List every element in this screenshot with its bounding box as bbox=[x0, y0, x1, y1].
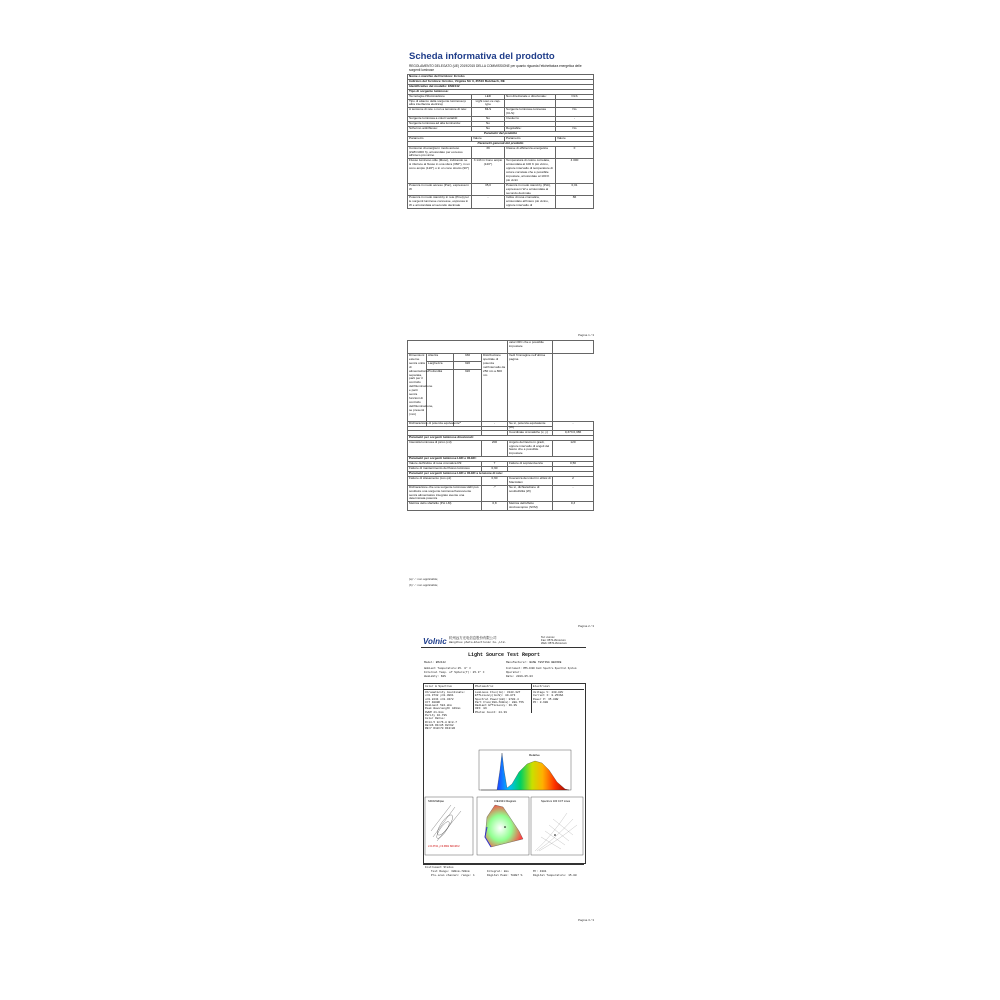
sdcm-ellipse-chart bbox=[425, 797, 473, 855]
footnote-b: (b) '-': non applicabile; bbox=[409, 583, 439, 587]
spectral-distribution-label: Distribuzione spettrale di potenza nell'intervallo da 250 nm a 800 nm bbox=[482, 354, 508, 427]
directional-header: Parametri per sorgenti luminose direzionali: bbox=[408, 435, 594, 440]
param-value: - bbox=[553, 485, 594, 502]
color-data-line: x=0.3732 y=0.3861 bbox=[425, 694, 454, 698]
photometric-data bbox=[475, 691, 524, 714]
param-value: 0,60 bbox=[482, 476, 508, 485]
model-identifier: Identificativo del modello: EM2442 bbox=[408, 84, 594, 89]
photometric-data-line: Efficiency(lm/W): 89.873 bbox=[475, 694, 516, 698]
param-value: No bbox=[472, 117, 505, 122]
param-value: 0,90 bbox=[482, 467, 508, 472]
brand-logo: Volnic bbox=[423, 637, 447, 646]
dim-value: 330 bbox=[454, 354, 482, 362]
param-value: - bbox=[482, 422, 508, 431]
param-value: No bbox=[556, 108, 594, 117]
contact-web: Web: 0571-8xxxxxxx bbox=[541, 641, 567, 645]
param-value: 0,8 bbox=[482, 502, 508, 511]
led-header: Parametri per sorgenti luminose LED e OLED: bbox=[408, 457, 594, 462]
dim-value: 320 bbox=[454, 362, 482, 370]
param-value: OLS bbox=[556, 94, 594, 99]
param-name: Schermo antiriflesso: bbox=[408, 126, 472, 131]
param-value: - bbox=[556, 117, 594, 122]
product-info-table-2 bbox=[407, 340, 594, 427]
cri-continued: valori IRC che è possibile impostare bbox=[508, 341, 553, 354]
table-row bbox=[408, 485, 594, 502]
report-title: Light Source Test Report bbox=[468, 652, 541, 658]
table-row bbox=[408, 440, 594, 457]
source-type-header: Tipo di sorgente luminosa: bbox=[408, 89, 594, 94]
color-data-line: Peak Wavelength 449nm bbox=[425, 707, 461, 711]
photometric-data-line: Part Flux(380~780nm): 888.75% bbox=[475, 700, 524, 704]
page-title: Scheda informativa del prodotto bbox=[409, 51, 555, 62]
param-name: Potenza in modo stand-by in rete (Pnet) per le sorgenti luminose connesse, espressa in W e arrotondata al secondo decimale bbox=[408, 196, 472, 209]
param-name: Sorgente luminosa ad alta luminanza: bbox=[408, 122, 472, 127]
footer-range: Test Range: 380nm-780nm bbox=[431, 870, 470, 873]
electrical-data-line: Current I: 0.2536A bbox=[533, 694, 564, 698]
spectrum-chart bbox=[479, 750, 571, 794]
param-value: MLS bbox=[472, 108, 505, 117]
column-divider bbox=[531, 683, 532, 713]
supplier-name: Nome o marchio del fornitore: Ecrobo bbox=[408, 75, 594, 80]
col-header: Parametro bbox=[505, 136, 556, 141]
header-manufacturer: Manufacturer: BASE TESTING BEFORE bbox=[506, 661, 562, 664]
light-source-test-report bbox=[421, 634, 586, 882]
param-value: 4 000 bbox=[556, 159, 594, 183]
company-name-en: Hangzhou photo-Electronic Co.,Ltd. bbox=[449, 641, 507, 644]
param-value: 120 bbox=[553, 440, 594, 457]
param-name: Sorgente luminosa a colori variabili: bbox=[408, 117, 472, 122]
color-data-line: Ra=86 R1=85 R2=92 bbox=[425, 723, 454, 727]
param-name: Metrica dello sfarfallio (Pst LM) bbox=[408, 502, 482, 511]
table-row bbox=[408, 159, 594, 183]
header-operator: Operator: bbox=[506, 671, 522, 674]
param-name: Indice di resa cromatica, arrotondato all'intero più vicino, oppure intervallo di bbox=[505, 196, 556, 209]
param-name: A tensione di rete o non a tensione di rete: bbox=[408, 108, 472, 117]
param-value: 0,01 bbox=[556, 183, 594, 196]
footer-status: Instrument Status bbox=[425, 866, 454, 869]
electrical-data-line: Voltage V: 230.00V bbox=[533, 691, 564, 694]
regulation-text: REGOLAMENTO DELEGATO (UE) 2019/2015 DELLA COMMISSIONE per quanto riguarda l'etichettatura energetica delle sorgenti luminose bbox=[409, 64, 582, 73]
column-divider bbox=[473, 683, 474, 713]
chromaticity-point bbox=[504, 826, 506, 828]
sdcm-result: x=0.3732, y=0.3861 SDCM=2 bbox=[428, 845, 460, 848]
param-name: Sorgente luminosa connessa (CLS): bbox=[505, 108, 556, 117]
footer-divider bbox=[423, 864, 584, 865]
header-date: Date: 2019-05-03 bbox=[506, 675, 533, 678]
param-name: Regolabile: bbox=[505, 126, 556, 131]
param-value: 7 bbox=[482, 462, 508, 467]
param-value: F bbox=[556, 146, 594, 159]
param-value: - bbox=[472, 196, 505, 209]
product-info-table-3 bbox=[407, 421, 594, 511]
param-name: Fattore di sopravvivenza bbox=[508, 462, 553, 467]
table-row bbox=[408, 196, 594, 209]
general-header: Parametri generali del prodotto bbox=[408, 141, 594, 146]
dimensions-label: Dimensioni esterne senza unità di alimentazione separata, parti per il controllo dell'illuminazione e parti senza funzioni di controllo dell'illuminazione, se presenti (mm) bbox=[408, 354, 427, 427]
param-name: Flusso luminoso utile (Φuso), indicando se si riferisce al flusso in una sfera (360°), in un cono ampio (120°) o in un cono stretto (90°) bbox=[408, 159, 472, 183]
product-info-table bbox=[407, 74, 594, 209]
col-header: Valore bbox=[556, 136, 594, 141]
col-header: Valore bbox=[472, 136, 505, 141]
page-number: Pagina 1 / 3 bbox=[578, 333, 595, 337]
photometric-data-line: Radiant Efficiency: 36.0% bbox=[475, 704, 517, 708]
table-row bbox=[408, 183, 594, 196]
param-name: Valore dell'indice di resa cromatica R9 bbox=[408, 462, 482, 467]
color-data-line: FWHM 21.0nm bbox=[425, 710, 444, 714]
param-name: Metrica dell'effetto stroboscopico (SVM) bbox=[508, 502, 553, 511]
photometric-data-line: Spectral Power(mW): 8780.4 bbox=[475, 697, 519, 701]
footer-mr: Mr: 4301 bbox=[533, 870, 547, 873]
color-data-line: Purity 16.79% bbox=[425, 714, 447, 718]
param-value: 0,373 0,386 bbox=[553, 430, 594, 435]
param-value: 200 bbox=[482, 440, 508, 457]
param-name: Classe di efficienza energetica bbox=[505, 146, 556, 159]
product-info-page-1 bbox=[407, 48, 593, 328]
footer-prescan: Pre-scan channel: range: 1 bbox=[431, 874, 475, 877]
header-ambient: Ambient Temperature:25. 0° C bbox=[424, 667, 471, 670]
param-name: Potenza in modo stand-by (Psb), espressa in W e arrotondata al secondo decimale bbox=[505, 183, 556, 196]
header-divider bbox=[421, 647, 586, 648]
cie-chart bbox=[477, 797, 529, 855]
param-name: Dichiarazione di potenza equivalenteᵃ bbox=[408, 422, 482, 431]
param-name: Coordinate cromatiche (x, y) bbox=[508, 430, 553, 435]
header-instrument: Instrument: PMS-1600 Fast Spectro Spectral System bbox=[506, 667, 577, 670]
photometric-section-heading: Photometric bbox=[475, 685, 494, 688]
supplier-address: Indirizzo del fornitore: Ecrobo, Virginia Str 3, 35510 Butzbach, DE bbox=[408, 79, 594, 84]
color-section-heading: Color & Spectrum bbox=[425, 685, 452, 688]
dim-value: 320 bbox=[454, 370, 482, 427]
param-value: 86 bbox=[556, 196, 594, 209]
header-model: Model: EM2442 bbox=[424, 661, 446, 664]
dim-name: Profondità bbox=[427, 370, 454, 427]
param-value: No bbox=[556, 126, 594, 131]
color-data-line: Dominant 584.8nm bbox=[425, 704, 452, 708]
color-data-line: Chromaticity Coordinate: bbox=[425, 691, 466, 694]
param-name: Fattore di sfasamento (cos φ1) bbox=[408, 476, 482, 485]
param-name: Intensità luminosa di picco (cd) bbox=[408, 440, 482, 457]
param-value: Light sour-ce cap-type bbox=[472, 99, 505, 108]
cct-lines-chart bbox=[531, 797, 583, 855]
company-name-cn: 杭州远方光电信息股份有限公司 bbox=[449, 636, 497, 640]
footer-digital-temp: Digital Temperature: 15.00 bbox=[533, 874, 577, 877]
electrical-data-line: PF: 0.600 bbox=[533, 700, 549, 704]
param-name: Tecnologia d'illuminazione bbox=[408, 94, 472, 99]
col-header: Parametro bbox=[408, 136, 472, 141]
dim-name: Altezza bbox=[427, 354, 454, 362]
page-number: Pagina 2 / 3 bbox=[578, 624, 595, 628]
param-name: Fattore di mantenimento del flusso luminoso bbox=[408, 467, 482, 472]
photometric-data-line: Luminous Flux(lm): 3143.327 bbox=[475, 691, 521, 694]
param-name: Dichiarazione che una sorgente luminosa LED può sostituire una sorgente luminosa fluorescente senza alimentatore integrato avente una determinata potenza bbox=[408, 485, 482, 502]
param-name: Se sì, dichiarazione di sostituibilità (W) bbox=[508, 485, 553, 502]
footer-integral: Integral: 8ms bbox=[487, 870, 509, 873]
footer-peak: Digital Peak: 78087 % bbox=[487, 874, 523, 877]
spectral-distribution-value: Vedi l'immagine nell'ultima pagina bbox=[508, 354, 553, 427]
cct-chart-label: Spectrum 100 CCT Lines bbox=[541, 800, 571, 803]
product-info-page-2 bbox=[407, 340, 593, 578]
color-data bbox=[425, 691, 465, 731]
photometric-data-line: CRI: 86 bbox=[475, 707, 487, 711]
param-value: 0,3 bbox=[553, 502, 594, 511]
page-number: Pagina 3 / 3 bbox=[578, 918, 595, 922]
color-data-line: u=0.2234 v=0.3472 bbox=[425, 697, 454, 701]
param-name: Potenza in modo acceso (Pon), espressa in W bbox=[408, 183, 472, 196]
param-value: -ᵃ bbox=[482, 485, 508, 502]
param-value: No bbox=[472, 122, 505, 127]
param-name: Coerenza dei colori in ellissi di MacAdam bbox=[509, 475, 551, 484]
electrical-section-heading: Electrical bbox=[533, 685, 550, 688]
param-name: Angolo del fascio in gradi, oppure intervallo di angoli del fascio che è possibile impostare bbox=[508, 440, 553, 457]
header-humidity: Humidity: 60% bbox=[424, 675, 446, 678]
param-name: Se sì, potenza equivalente (W) bbox=[508, 422, 553, 431]
table-row bbox=[408, 422, 594, 431]
color-data-line: R9=7 R10=70 R13=86 bbox=[425, 727, 456, 731]
param-value: 3 143 in Cono ampio (120°) bbox=[472, 159, 505, 183]
electrical-data bbox=[533, 691, 563, 704]
mains-header: Parametri per sorgenti luminose LED e OLED a tensione di rete: bbox=[408, 471, 594, 476]
params-header: Parametri del prodotto bbox=[408, 131, 594, 136]
table-row bbox=[408, 476, 594, 485]
color-data-line: CCT 4000K bbox=[425, 700, 441, 704]
cie-label: CIE1931 Diagram bbox=[494, 799, 517, 803]
param-value: 39 bbox=[472, 146, 505, 159]
table-row bbox=[408, 146, 594, 159]
spectrum-label: Relative bbox=[529, 753, 540, 757]
param-value: 2 bbox=[553, 476, 594, 485]
param-name: Involucro: bbox=[505, 117, 556, 122]
header-internal-temp: Internal Temp. of Sphere(T): 25.3° C bbox=[424, 671, 485, 674]
param-value: 35,0 bbox=[472, 183, 505, 196]
param-value: 0,50 bbox=[553, 462, 594, 467]
color-data-line: R=14.5 G=76.8 B=8.7 bbox=[425, 720, 457, 724]
contact-tel: Tel: xxxxxx bbox=[541, 635, 555, 639]
ellipse-label: SDCM Ellipse bbox=[428, 800, 444, 803]
param-value: LED bbox=[472, 94, 505, 99]
photometric-data-line: Photon Count: 24.39 bbox=[475, 710, 507, 714]
footnote-a: (a) '-': non applicabile; bbox=[409, 577, 439, 581]
param-value: - bbox=[553, 422, 594, 431]
table-row bbox=[408, 502, 594, 511]
dim-name: Larghezza bbox=[427, 362, 454, 370]
color-data-line: Color Ratio: bbox=[425, 717, 446, 721]
contact-fax: Fax: 0571-8xxxxxxx bbox=[541, 638, 566, 642]
param-name: Non direzionale o direzionale: bbox=[505, 94, 556, 99]
param-name: Tipo di attacco della sorgente luminosa (o altra interfaccia elettrica) bbox=[408, 99, 472, 108]
param-name: Temperatura di colore correlata, arrotondata al 100 K più vicino, oppure intervallo di temperature di colore correlate che è possibile impostare, arrotondate al 100 K più vicini bbox=[505, 159, 556, 183]
param-value: No bbox=[472, 126, 505, 131]
param-name: Consumo di energia in modo acceso (kWh/1000 h), arrotondato per eccesso all'intero più vicino bbox=[408, 146, 472, 159]
electrical-data-line: Power P: 35.00W bbox=[533, 697, 559, 701]
section-divider bbox=[423, 689, 584, 690]
